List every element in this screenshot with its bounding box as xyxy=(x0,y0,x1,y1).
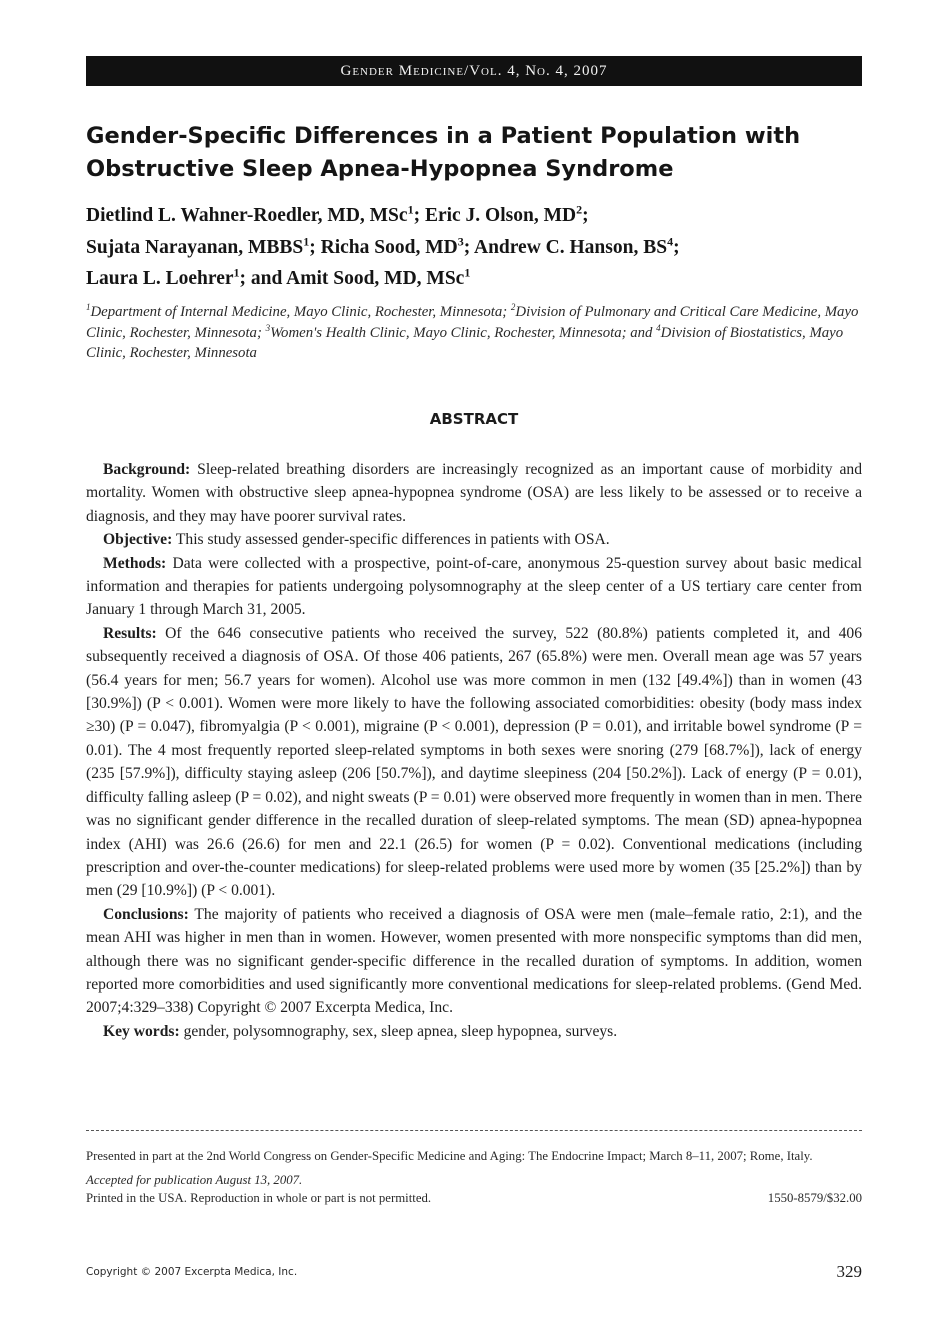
author-affiliation-mark: 3 xyxy=(457,234,464,248)
results-label: Results: xyxy=(103,624,157,642)
printed-row xyxy=(86,1189,862,1207)
author-separator: ; xyxy=(673,236,680,258)
author-name: Dietlind L. Wahner-Roedler, MD, MSc xyxy=(86,205,408,226)
keywords-text: gender, polysomnography, sex, sleep apnea, sleep hypopnea, surveys. xyxy=(179,1022,618,1040)
objective-text: This study assessed gender-specific differences in patients with OSA. xyxy=(172,531,610,549)
accepted-note: Accepted for publication August 13, 2007. xyxy=(86,1173,303,1187)
author-separator: ; xyxy=(463,236,474,258)
issn-code: 1550-8579/$32.00 xyxy=(767,1191,862,1205)
presented-note: Presented in part at the 2nd World Congress on Gender-Specific Medicine and Aging: The Endocrine Impact; March 8–11, 2007; Rome, Italy. xyxy=(86,1149,813,1163)
author-name: Andrew C. Hanson, BS xyxy=(473,236,668,258)
abstract-keywords xyxy=(86,1020,862,1043)
conclusions-label: Conclusions: xyxy=(103,905,189,923)
affiliation-mark: 1 xyxy=(86,302,91,313)
running-head: Gender Medicine/Vol. 4, No. 4, 2007 xyxy=(86,56,862,86)
background-text: Sleep-related breathing disorders are increasingly recognized as an important cause of morbidity and mortality. Women with obstructive sleep apnea-hypopnea syndrome (OSA) are less likely to be assessed or to receive a diagnosis, and they may have poorer survival rates. xyxy=(86,461,862,525)
results-text: Of the 646 consecutive patients who received the survey, 522 (80.8%) patients completed it, and 406 subsequently received a diagnosis of OSA. Of those 406 patients, 267 (65.8%) were men. Overall mean age was 57 years (56.4 years for men; 56.7 years for women). Alcohol use was more common in men (132 [49.4%]) than in women (43 [30.9%]) (P < 0.001). Women were more likely to have the following associated comorbidities: obesity (body mass index ≥30) (P = 0.047), fibromyalgia (P < 0.001), migraine (P < 0.001), depression (P = 0.01), and irritable bowel syndrome (P = 0.01). The 4 most frequently reported sleep-related symptoms in both sexes were snoring (279 [68.7%]), lack of energy (235 [57.9%]), difficulty staying asleep (206 [50.7%]), and daytime sleepiness (204 [50.2%]). Lack of energy (P = 0.01), difficulty falling asleep (P = 0.02), and night sweats (P = 0.01) were observed more frequently in women than in men. There was no significant gender difference in the recalled duration of sleep-related symptoms. The mean (SD) apnea-hypopnea index (AHI) was 26.6 (26.6) for men and 22.1 (26.5) for women (P = 0.02). Conventional medications (including prescription and over-the-counter medications) for sleep-related problems were used more by women (35 [25.2%]) than by men (29 [10.9%]) (P < 0.001). xyxy=(86,624,862,900)
abstract-body xyxy=(86,458,862,1043)
footnotes xyxy=(86,1147,862,1207)
objective-label: Objective: xyxy=(103,531,173,549)
keywords-label: Key words: xyxy=(103,1022,180,1040)
author-separator: ; xyxy=(413,205,425,226)
title-line-2: Obstructive Sleep Apnea-Hypopnea Syndrome xyxy=(86,156,674,182)
abstract-objective xyxy=(86,528,862,551)
abstract-background xyxy=(86,458,862,528)
author-list xyxy=(86,200,876,295)
abstract-heading: ABSTRACT xyxy=(429,410,519,428)
author-separator: ; and xyxy=(239,268,287,289)
affiliations xyxy=(86,302,876,364)
footnote-divider xyxy=(86,1130,862,1131)
background-label: Background: xyxy=(103,461,191,478)
methods-label: Methods: xyxy=(103,554,167,572)
author-separator: ; xyxy=(582,205,589,226)
author-name: Sujata Narayanan, MBBS xyxy=(86,236,304,258)
affiliation-mark: 3 xyxy=(265,322,271,333)
printed-note: Printed in the USA. Reproduction in whole or part is not permitted. xyxy=(86,1191,432,1205)
article-title xyxy=(86,120,876,186)
affiliation-text: Division of Pulmonary and Critical Care Medicine, Mayo Clinic, Rochester, Minnesota; xyxy=(86,304,859,341)
author-affiliation-mark: 4 xyxy=(667,234,674,248)
affiliation-mark: 2 xyxy=(510,302,516,313)
abstract-conclusions xyxy=(86,903,862,1020)
affiliation-mark: 4 xyxy=(656,322,661,333)
page-number: 329 xyxy=(836,1262,862,1281)
author-name: Eric J. Olson, MD xyxy=(424,205,577,226)
author-separator: ; xyxy=(309,236,321,258)
affiliation-text: Division of Biostatistics, Mayo Clinic, Rochester, Minnesota xyxy=(86,324,844,361)
title-line-1: Gender-Specific Differences in a Patient Population with xyxy=(86,123,801,149)
author-affiliation-mark: 1 xyxy=(407,202,414,217)
author-affiliation-mark: 1 xyxy=(233,265,240,280)
author-name: Richa Sood, MD xyxy=(320,236,458,258)
author-name: Laura L. Loehrer xyxy=(86,268,234,289)
methods-text: Data were collected with a prospective, point-of-care, anonymous 25-question survey about basic medical information and therapies for patients undergoing polysomnography at the sleep center of a US tertiary care center from January 1 through March 31, 2005. xyxy=(86,554,862,619)
abstract-methods xyxy=(86,552,862,622)
author-name: Amit Sood, MD, MSc xyxy=(286,268,465,289)
conclusions-text: The majority of patients who received a diagnosis of OSA were men (male–female ratio, 2:1), and the mean AHI was higher in men than in women. However, women presented with more nonspecific symptoms than did men, although there was no significant gender-specific difference in the recalled duration of symptoms. In addition, women reported more comorbidities and used significantly more conventional medications for sleep-related problems. (Gend Med. 2007;4:329–338) Copyright © 2007 Excerpta Medica, Inc. xyxy=(86,905,862,1017)
affiliation-text: Department of Internal Medicine, Mayo Clinic, Rochester, Minnesota; xyxy=(90,304,511,320)
abstract-results xyxy=(86,622,862,903)
author-affiliation-mark: 1 xyxy=(464,265,471,280)
affiliation-text: Women's Health Clinic, Mayo Clinic, Rochester, Minnesota; and xyxy=(270,324,657,341)
author-affiliation-mark: 1 xyxy=(303,234,310,248)
author-affiliation-mark: 2 xyxy=(576,202,583,217)
footer-copyright: Copyright © 2007 Excerpta Medica, Inc. xyxy=(86,1266,298,1278)
